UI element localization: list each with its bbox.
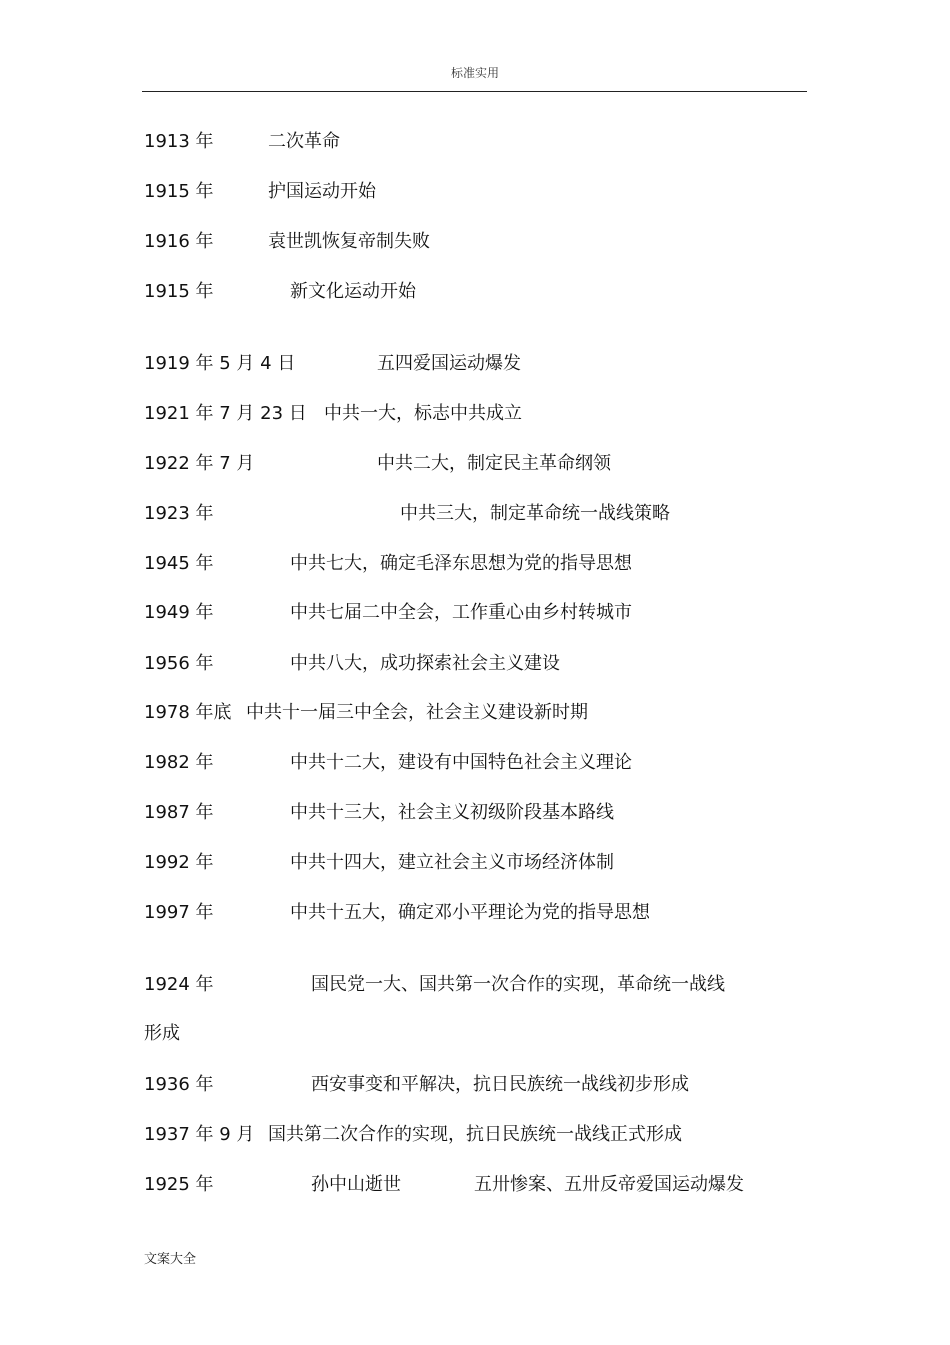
entry-date: 1982 年 bbox=[144, 752, 214, 773]
entry-date: 1913 年 bbox=[144, 131, 214, 152]
entry-event: 中共十四大，建立社会主义市场经济体制 bbox=[290, 852, 614, 873]
entry-date: 1923 年 bbox=[144, 503, 214, 524]
entry-event: 中共一大，标志中共成立 bbox=[324, 403, 522, 424]
entry-date: 1949 年 bbox=[144, 602, 214, 623]
header-rule bbox=[142, 91, 807, 92]
entry-event: 中共十二大，建设有中国特色社会主义理论 bbox=[290, 752, 632, 773]
entry-date: 1945 年 bbox=[144, 553, 214, 574]
entry-date: 1937 年 9 月 bbox=[144, 1124, 255, 1145]
entry-date: 1978 年底 bbox=[144, 702, 232, 723]
entry-event-continuation: 形成 bbox=[144, 1023, 180, 1044]
entry-event: 国民党一大、国共第一次合作的实现，革命统一战线 bbox=[311, 974, 725, 995]
entry-event: 中共七大，确定毛泽东思想为党的指导思想 bbox=[290, 553, 632, 574]
entry-event: 五四爱国运动爆发 bbox=[377, 353, 521, 374]
entry-date: 1997 年 bbox=[144, 902, 214, 923]
entry-date: 1924 年 bbox=[144, 974, 214, 995]
entry-event: 国共第二次合作的实现，抗日民族统一战线正式形成 bbox=[268, 1124, 682, 1145]
entry-event: 中共七届二中全会，工作重心由乡村转城市 bbox=[290, 602, 632, 623]
entry-event: 中共二大，制定民主革命纲领 bbox=[377, 453, 611, 474]
entry-date: 1992 年 bbox=[144, 852, 214, 873]
entry-event: 中共十一届三中全会，社会主义建设新时期 bbox=[246, 702, 588, 723]
entry-date: 1916 年 bbox=[144, 231, 214, 252]
entry-event: 中共三大，制定革命统一战线策略 bbox=[400, 503, 670, 524]
entry-event: 中共十三大，社会主义初级阶段基本路线 bbox=[290, 802, 614, 823]
entry-event-secondary: 五卅惨案、五卅反帝爱国运动爆发 bbox=[474, 1174, 744, 1195]
entry-event: 二次革命 bbox=[268, 131, 340, 152]
entry-event: 袁世凯恢复帝制失败 bbox=[268, 231, 430, 252]
entry-event: 新文化运动开始 bbox=[290, 281, 416, 302]
entry-date: 1921 年 7 月 23 日 bbox=[144, 403, 307, 424]
page-header: 标准实用 bbox=[450, 66, 499, 80]
page-footer: 文案大全 bbox=[144, 1252, 197, 1267]
entry-event: 中共八大，成功探索社会主义建设 bbox=[290, 653, 560, 674]
entry-event: 西安事变和平解决，抗日民族统一战线初步形成 bbox=[311, 1074, 689, 1095]
entry-date: 1936 年 bbox=[144, 1074, 214, 1095]
entry-event: 护国运动开始 bbox=[268, 181, 376, 202]
entry-date: 1956 年 bbox=[144, 653, 214, 674]
entry-date: 1987 年 bbox=[144, 802, 214, 823]
entry-date: 1915 年 bbox=[144, 281, 214, 302]
entry-date: 1919 年 5 月 4 日 bbox=[144, 353, 296, 374]
entry-date: 1922 年 7 月 bbox=[144, 453, 255, 474]
entry-date: 1915 年 bbox=[144, 181, 214, 202]
entry-date: 1925 年 bbox=[144, 1174, 214, 1195]
entry-event: 中共十五大，确定邓小平理论为党的指导思想 bbox=[290, 902, 650, 923]
entry-event: 孙中山逝世 bbox=[311, 1174, 401, 1195]
